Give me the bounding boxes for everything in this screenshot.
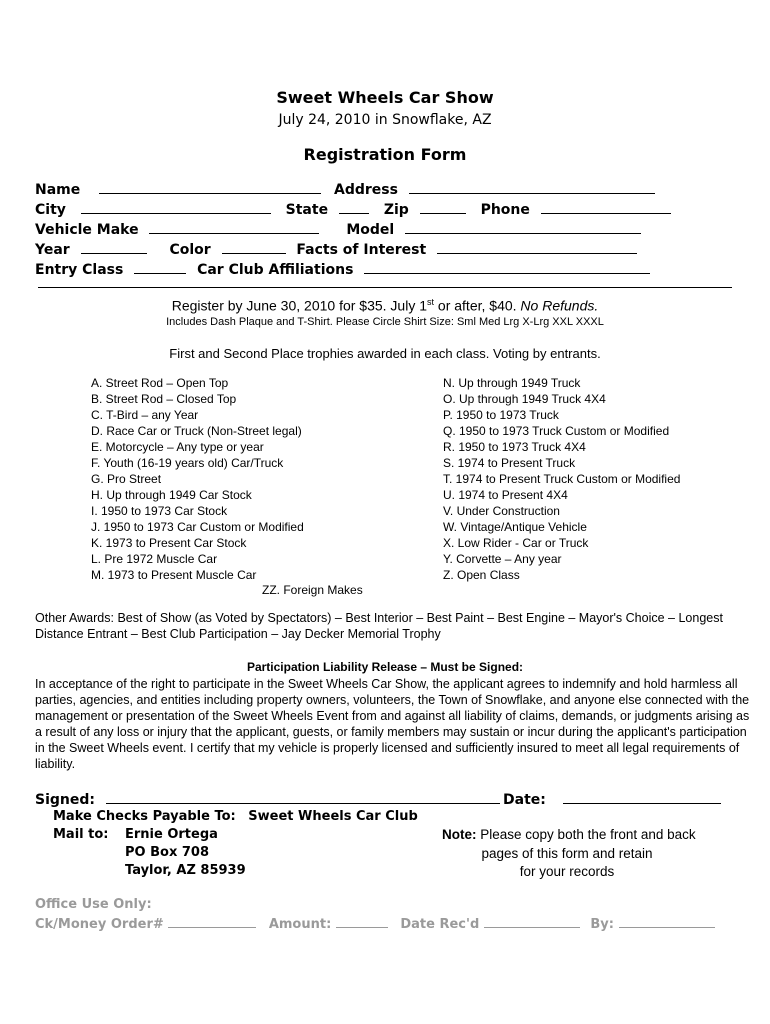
event-date-location: July 24, 2010 in Snowflake, AZ [278, 112, 492, 128]
facts-label: Facts of Interest [296, 242, 427, 258]
register-price-text: Register by June 30, 2010 for $35. July 1 [171, 297, 428, 314]
entry-class-field[interactable] [134, 261, 186, 274]
state-label: State [285, 202, 329, 218]
date-recd-label: Date Rec'd [400, 917, 480, 932]
class-item: U. 1974 to Present 4X4 [443, 488, 568, 502]
class-item: A. Street Rod – Open Top [91, 376, 229, 390]
car-club-label: Car Club Affiliations [197, 262, 354, 278]
class-item: V. Under Construction [443, 504, 560, 518]
mail-city: Taylor, AZ 85939 [125, 863, 246, 878]
date-row [503, 791, 721, 808]
release-body: In acceptance of the right to participate in the Sweet Wheels Car Show, the applicant agrees to indemnify and hold harmless all parties, agencies, and entities including property owners, volunteers, the Town of Snowflake, and anyone else connected with the management or presentation of the Sweet Wheels Event from and against all liability of claims, demands, or judgments arising as a result of any loss or injury that the applicant, guests, or family members may sustain or incur during the applicant's participation in the Sweet Wheels event. I certify that my vehicle is properly licensed and sufficiently insured to meet all legal requirements of liability. [35, 677, 750, 771]
class-item: F. Youth (16-19 years old) Car/Truck [91, 456, 284, 470]
form-title: Registration Form [303, 145, 467, 164]
class-item: R. 1950 to 1973 Truck 4X4 [443, 440, 586, 454]
name-field[interactable] [99, 181, 321, 194]
register-late-price: or after, $40. [434, 297, 521, 314]
name-label: Name [35, 182, 81, 198]
year-field[interactable] [81, 241, 147, 254]
class-item: H. Up through 1949 Car Stock [91, 488, 252, 502]
class-item: Y. Corvette – Any year [443, 552, 562, 566]
signed-label: Signed: [35, 792, 95, 808]
note-label: Note: [442, 827, 477, 842]
mail-name: Ernie Ortega [125, 827, 218, 842]
amount-label: Amount: [268, 917, 332, 932]
signature-field[interactable] [106, 791, 500, 804]
model-label: Model [346, 222, 395, 238]
vehicle-make-label: Vehicle Make [35, 222, 139, 238]
address-field[interactable] [409, 181, 655, 194]
checks-value: Sweet Wheels Car Club [248, 809, 418, 824]
date-recd-field[interactable] [484, 915, 580, 928]
class-item: I. 1950 to 1973 Car Stock [91, 504, 228, 518]
register-line [0, 297, 770, 314]
model-field[interactable] [405, 221, 641, 234]
color-label: Color [169, 242, 211, 258]
by-field[interactable] [619, 915, 715, 928]
class-item: J. 1950 to 1973 Car Custom or Modified [91, 520, 304, 534]
entry-class-label: Entry Class [35, 262, 124, 278]
class-item: G. Pro Street [91, 472, 162, 486]
class-item: S. 1974 to Present Truck [443, 456, 576, 470]
row-class-club [35, 261, 650, 278]
other-awards: Other Awards: Best of Show (as Voted by Spectators) – Best Interior – Best Paint – Best Engine – Mayor's Choice – Longest Distance Entrant – Best Club Participation – Jay Decker Memorial Trophy [35, 611, 723, 641]
class-item: X. Low Rider - Car or Truck [443, 536, 589, 550]
by-label: By: [590, 917, 614, 932]
color-field[interactable] [222, 241, 286, 254]
city-field[interactable] [81, 201, 271, 214]
class-item: D. Race Car or Truck (Non-Street legal) [91, 424, 302, 438]
zip-field[interactable] [420, 201, 466, 214]
trophies-line: First and Second Place trophies awarded in each class. Voting by entrants. [169, 346, 601, 361]
note-line-1 [442, 827, 696, 842]
note-text-2: pages of this form and retain [481, 846, 653, 861]
class-item: M. 1973 to Present Muscle Car [91, 568, 257, 582]
note-text-3: for your records [519, 864, 615, 879]
class-item: W. Vintage/Antique Vehicle [443, 520, 587, 534]
signed-row [35, 791, 500, 808]
ck-field[interactable] [168, 915, 256, 928]
class-zz: ZZ. Foreign Makes [262, 583, 363, 597]
event-title: Sweet Wheels Car Show [276, 88, 494, 107]
office-row [35, 915, 715, 932]
class-item: E. Motorcycle – Any type or year [91, 440, 264, 454]
class-item: C. T-Bird – any Year [91, 408, 199, 422]
note-text-1: Please copy both the front and back [480, 827, 696, 842]
facts-field[interactable] [437, 241, 637, 254]
mail-box: PO Box 708 [125, 845, 209, 860]
date-field[interactable] [563, 791, 721, 804]
vehicle-make-field[interactable] [149, 221, 319, 234]
checks-label: Make Checks Payable To: [53, 809, 236, 824]
row-name-address [35, 181, 655, 198]
class-item: Z. Open Class [443, 568, 520, 582]
city-label: City [35, 202, 66, 218]
release-heading: Participation Liability Release – Must be Signed: [246, 660, 524, 674]
class-item: P. 1950 to 1973 Truck [443, 408, 559, 422]
phone-label: Phone [480, 202, 530, 218]
class-item: K. 1973 to Present Car Stock [91, 536, 247, 550]
shirt-sizes-line: Includes Dash Plaque and T-Shirt. Please Circle Shirt Size: Sml Med Lrg X-Lrg XXL XXXL [166, 316, 604, 328]
row-city-state [35, 201, 671, 218]
phone-field[interactable] [541, 201, 671, 214]
row-year-color-facts [35, 241, 637, 258]
year-label: Year [35, 242, 70, 258]
date-label: Date: [503, 792, 546, 808]
ck-label: Ck/Money Order# [35, 917, 164, 932]
class-item: Q. 1950 to 1973 Truck Custom or Modified [443, 424, 670, 438]
classes-left-list [91, 375, 304, 583]
car-club-field[interactable] [364, 261, 650, 274]
row-vehicle-model [35, 221, 641, 238]
state-field[interactable] [339, 201, 369, 214]
register-superscript: st [427, 297, 435, 307]
zip-label: Zip [383, 202, 409, 218]
checks-row [53, 809, 418, 824]
amount-field[interactable] [336, 915, 388, 928]
office-heading: Office Use Only: [35, 897, 152, 912]
no-refunds-note: No Refunds. [520, 297, 599, 314]
address-label: Address [334, 182, 398, 198]
class-item: N. Up through 1949 Truck [443, 376, 581, 390]
classes-right-list [443, 375, 680, 583]
class-item: B. Street Rod – Closed Top [91, 392, 237, 406]
mail-label: Mail to: [53, 827, 109, 842]
class-item: T. 1974 to Present Truck Custom or Modified [443, 472, 681, 486]
class-item: O. Up through 1949 Truck 4X4 [443, 392, 606, 406]
divider [38, 287, 732, 288]
class-item: L. Pre 1972 Muscle Car [91, 552, 218, 566]
